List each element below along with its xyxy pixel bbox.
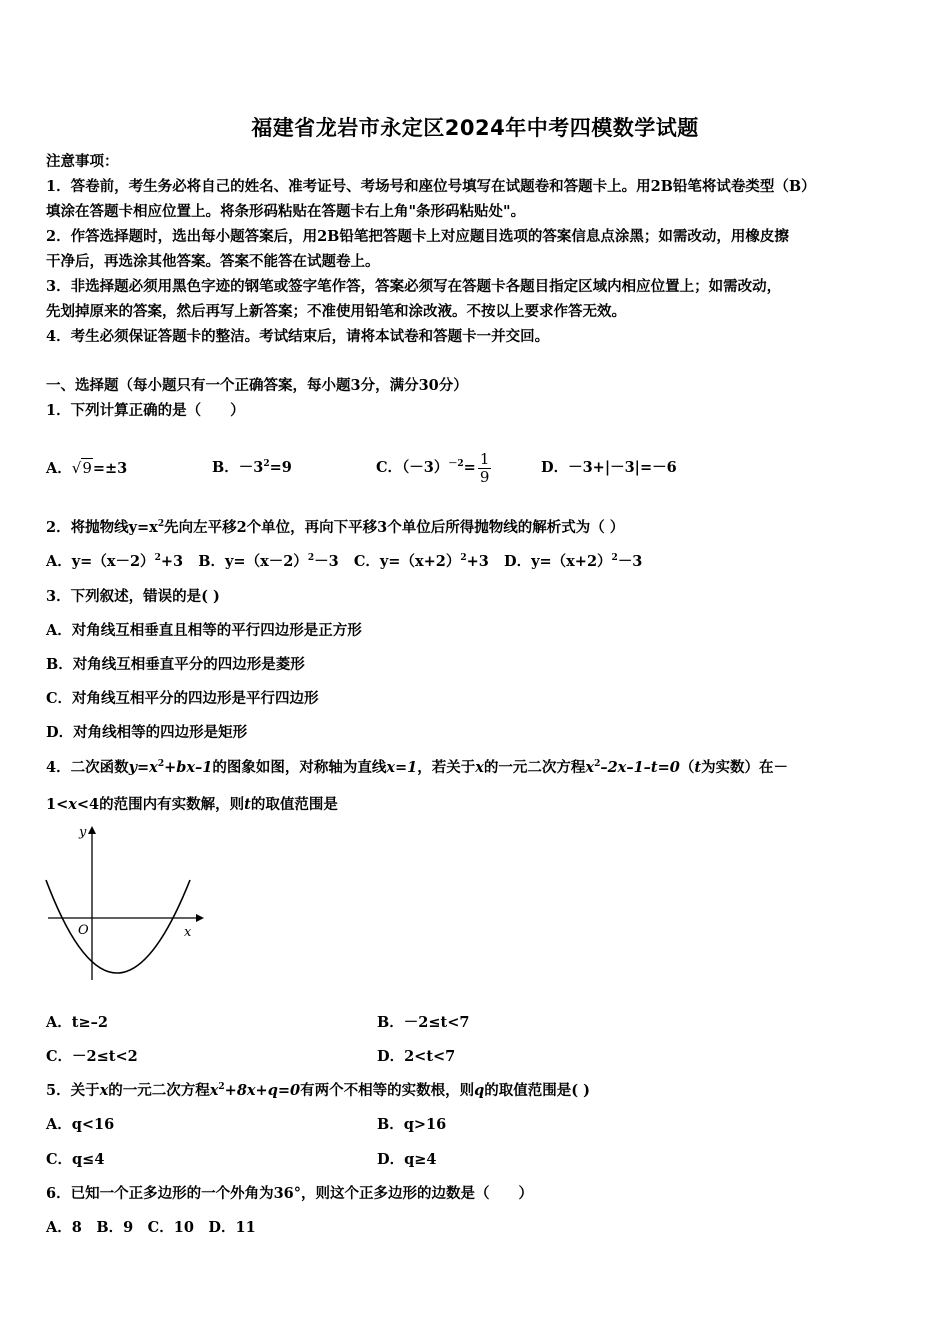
q1-option-d: D．－3+|－3|=－6 — [541, 459, 677, 476]
q3-option-d: D．对角线相等的四边形是矩形 — [46, 724, 248, 741]
page-title: 福建省龙岩市永定区2024年中考四模数学试题 — [251, 116, 699, 140]
q2-option-d: D．y=（x+2） — [504, 553, 612, 570]
q4-option-d: D．2<t<7 — [377, 1048, 456, 1065]
q4-option-b: B．－2≤t<7 — [377, 1014, 470, 1031]
q2-d-exp: 2 — [611, 553, 618, 564]
y-axis-arrow — [88, 826, 96, 834]
q1-a-label: A． — [46, 460, 72, 477]
y-axis-label: y — [79, 825, 87, 840]
notice-line-6: 先划掉原来的答案，然后再写上新答案；不准使用铅笔和涂改液。不按以上要求作答无效。 — [46, 303, 626, 320]
q5-option-c: C．q≤4 — [46, 1151, 105, 1168]
q1-c-eq: = — [463, 459, 476, 476]
q3-option-c: C．对角线互相平分的四边形是平行四边形 — [46, 690, 319, 707]
q3-option-b: B．对角线互相垂直平分的四边形是菱形 — [46, 656, 305, 673]
q4-stem-line-2 — [46, 795, 338, 815]
q4-text: 为实数）在－ — [701, 759, 789, 776]
q1-a-rest: =±3 — [92, 460, 128, 477]
q2-a-exp: 2 — [154, 553, 161, 564]
q2-c-rest: +3 — [466, 553, 489, 570]
notice-line-3: 2．作答选择题时，选出每小题答案后，用2B铅笔把答题卡上对应题目选项的答案信息点涂黑；如需改动，用橡皮擦 — [46, 228, 789, 245]
q1-c-exp: －2 — [448, 459, 464, 470]
q4-text: <4的范围内有实数解，则 — [76, 796, 245, 813]
q2-d-rest: －3 — [617, 553, 643, 570]
q5-text: 的一元二次方程 — [108, 1082, 210, 1099]
q4-text: x — [68, 796, 77, 813]
q1-b-label: B． — [212, 459, 239, 476]
q4-text: 1< — [46, 796, 69, 813]
q1-c-numerator: 1 — [479, 449, 490, 468]
q1-option-a — [46, 458, 127, 479]
q2-a-rest: +3 — [160, 553, 184, 570]
q3-stem: 3．下列叙述，错误的是( ) — [46, 588, 220, 605]
q1-stem: 1．下列计算正确的是（ ） — [46, 402, 245, 419]
q2-b-exp: 2 — [307, 553, 315, 564]
q2-stem — [46, 518, 624, 538]
q5-text: 有两个不相等的实数根，则 — [300, 1082, 475, 1099]
notice-line-2: 填涂在答题卡相应位置上。将条形码粘贴在答题卡右上角"条形码粘贴处"。 — [46, 203, 526, 220]
q2-options — [46, 552, 642, 572]
q1-b-exp: 2 — [263, 459, 270, 470]
q3-option-a: A．对角线互相垂直且相等的平行四边形是正方形 — [46, 622, 362, 639]
q2-c-exp: 2 — [460, 553, 467, 564]
notice-line-1: 1．答卷前，考生务必将自己的姓名、准考证号、考场号和座位号填写在试题卷和答题卡上。用2B铅笔将试卷类型（B） — [46, 178, 816, 195]
q4-text: t — [694, 759, 702, 776]
q1-a-radicand: 9 — [82, 459, 92, 477]
q1-c-label: C． — [376, 459, 403, 476]
notice-line-5: 3．非选择题必须用黑色字迹的钢笔或签字笔作答，答案必须写在答题卡各题目指定区域内相应位置上；如需改动， — [46, 278, 782, 295]
q4-text: x=1 — [386, 759, 418, 776]
q4-text: 的图象如图，对称轴为直线 — [212, 759, 387, 776]
notice-heading: 注意事项： — [46, 153, 119, 170]
q4-text: 的一元二次方程 — [483, 759, 586, 776]
q4-exp: 2 — [157, 759, 165, 770]
q5-text: x — [209, 1082, 219, 1099]
q5-exp: 2 — [218, 1082, 225, 1093]
parabola-curve — [46, 880, 190, 973]
q5-option-a: A．q<16 — [46, 1116, 115, 1133]
q2-stem-exp: 2 — [157, 519, 165, 530]
q5-stem — [46, 1081, 590, 1101]
q1-option-b — [212, 458, 292, 478]
section-heading: 一、选择题（每小题只有一个正确答案，每小题3分，满分30分） — [46, 377, 468, 394]
q5-text: q — [474, 1082, 485, 1099]
q4-stem-line-1 — [46, 758, 788, 778]
q4-text: （ — [679, 759, 695, 776]
q4-text: x — [585, 759, 595, 776]
q2-option-a: A．y=（x－2） — [46, 553, 155, 570]
q4-text: 的取值范围是 — [250, 796, 338, 813]
q1-c-denominator: 9 — [479, 467, 490, 486]
q2-option-c: C．y=（x+2） — [353, 553, 461, 570]
q1-c-fraction — [478, 451, 492, 486]
q4-text: x — [475, 759, 484, 776]
q4-exp: 2 — [594, 759, 601, 770]
q5-option-b: B．q>16 — [377, 1116, 447, 1133]
x-axis-arrow — [196, 914, 204, 922]
q5-text: 5．关于 — [46, 1082, 100, 1099]
origin-label: O — [78, 923, 89, 938]
q1-a-sqrt: √9 — [71, 459, 92, 477]
q4-text: +bx–1 — [164, 759, 213, 776]
q2-b-rest: －3 — [314, 553, 339, 570]
q1-b-base: －3 — [238, 459, 264, 476]
q6-options: A．8 B．9 C．10 D．11 — [46, 1219, 256, 1236]
q4-option-a: A．t≥–2 — [46, 1014, 108, 1031]
x-axis-label: x — [184, 925, 192, 940]
q6-stem: 6．已知一个正多边形的一个外角为36°，则这个正多边形的边数是（ ） — [46, 1185, 534, 1202]
notice-line-7: 4．考生必须保证答题卡的整洁。考试结束后，请将本试卷和答题卡一并交回。 — [46, 328, 550, 345]
q5-text: x — [99, 1082, 109, 1099]
q1-option-c — [376, 440, 493, 496]
notice-line-4: 干净后，再选涂其他答案。答案不能答在试题卷上。 — [46, 253, 380, 270]
q4-parabola-graph — [44, 822, 204, 982]
q4-text: ，若关于 — [417, 759, 476, 776]
q2-stem-a: 2．将抛物线y=x — [46, 519, 158, 536]
q4-option-c: C．－2≤t<2 — [46, 1048, 138, 1065]
q4-text: y=x — [128, 759, 158, 776]
q2-stem-b: 先向左平移2个单位，再向下平移3个单位后所得抛物线的解析式为（ ） — [164, 519, 625, 536]
q5-option-d: D．q≥4 — [377, 1151, 437, 1168]
q5-text: +8x+q=0 — [224, 1082, 301, 1099]
q4-text: –2x–1–t=0 — [600, 759, 680, 776]
q5-text: 的取值范围是( ) — [484, 1082, 591, 1099]
q1-b-rest: =9 — [269, 459, 292, 476]
q4-text: t — [244, 796, 251, 813]
q1-c-base: （－3） — [402, 459, 449, 476]
q2-option-b: B．y=（x－2） — [198, 553, 308, 570]
q4-text: 4．二次函数 — [46, 759, 129, 776]
